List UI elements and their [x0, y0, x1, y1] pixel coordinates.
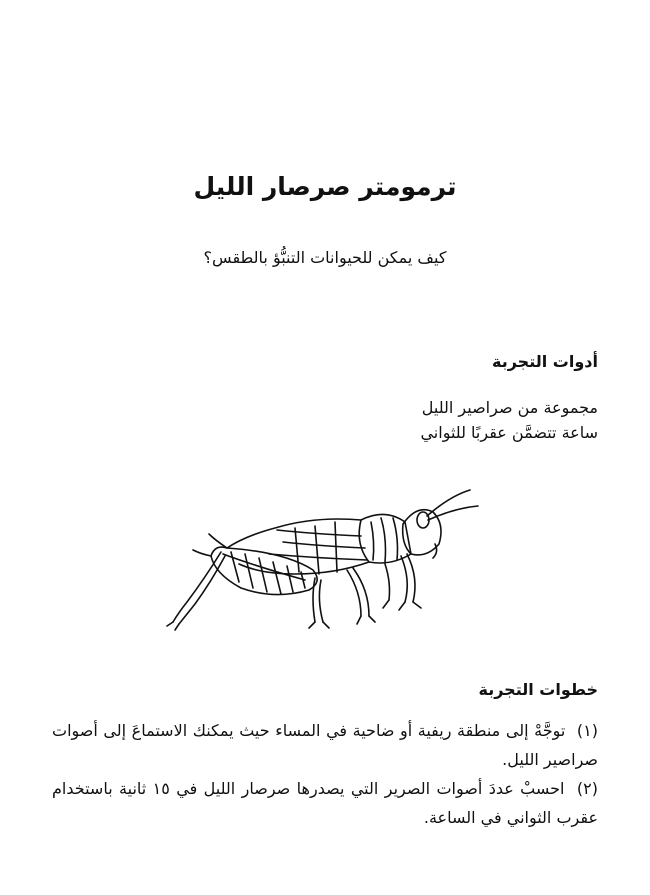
- tools-list: [420, 395, 598, 445]
- step-item: [52, 774, 598, 832]
- step-item: [52, 716, 598, 774]
- tools-item: ساعة تتضمَّن عقربًا للثواني: [420, 423, 598, 442]
- page-subtitle: كيف يمكن للحيوانات التنبُّؤ بالطقس؟: [203, 248, 447, 267]
- step-text: توجَّهْ إلى منطقة ريفية أو ضاحية في المساء حيث يمكنك الاستماعَ إلى أصوات صراصير الليل.: [52, 721, 598, 769]
- step-number: (٢): [576, 779, 599, 798]
- steps-list: [52, 716, 598, 832]
- tools-heading: أدوات التجربة: [492, 352, 598, 371]
- step-number: (١): [576, 721, 599, 740]
- tools-item: مجموعة من صراصير الليل: [421, 398, 598, 417]
- step-text: احسبْ عددَ أصوات الصرير التي يصدرها صرصار الليل في ١٥ ثانية باستخدام عقرب الثواني في الساعة.: [52, 779, 598, 827]
- page-title: ترمومتر صرصار الليل: [193, 172, 457, 201]
- cricket-illustration: [165, 482, 485, 632]
- steps-heading: خطوات التجربة: [478, 680, 598, 699]
